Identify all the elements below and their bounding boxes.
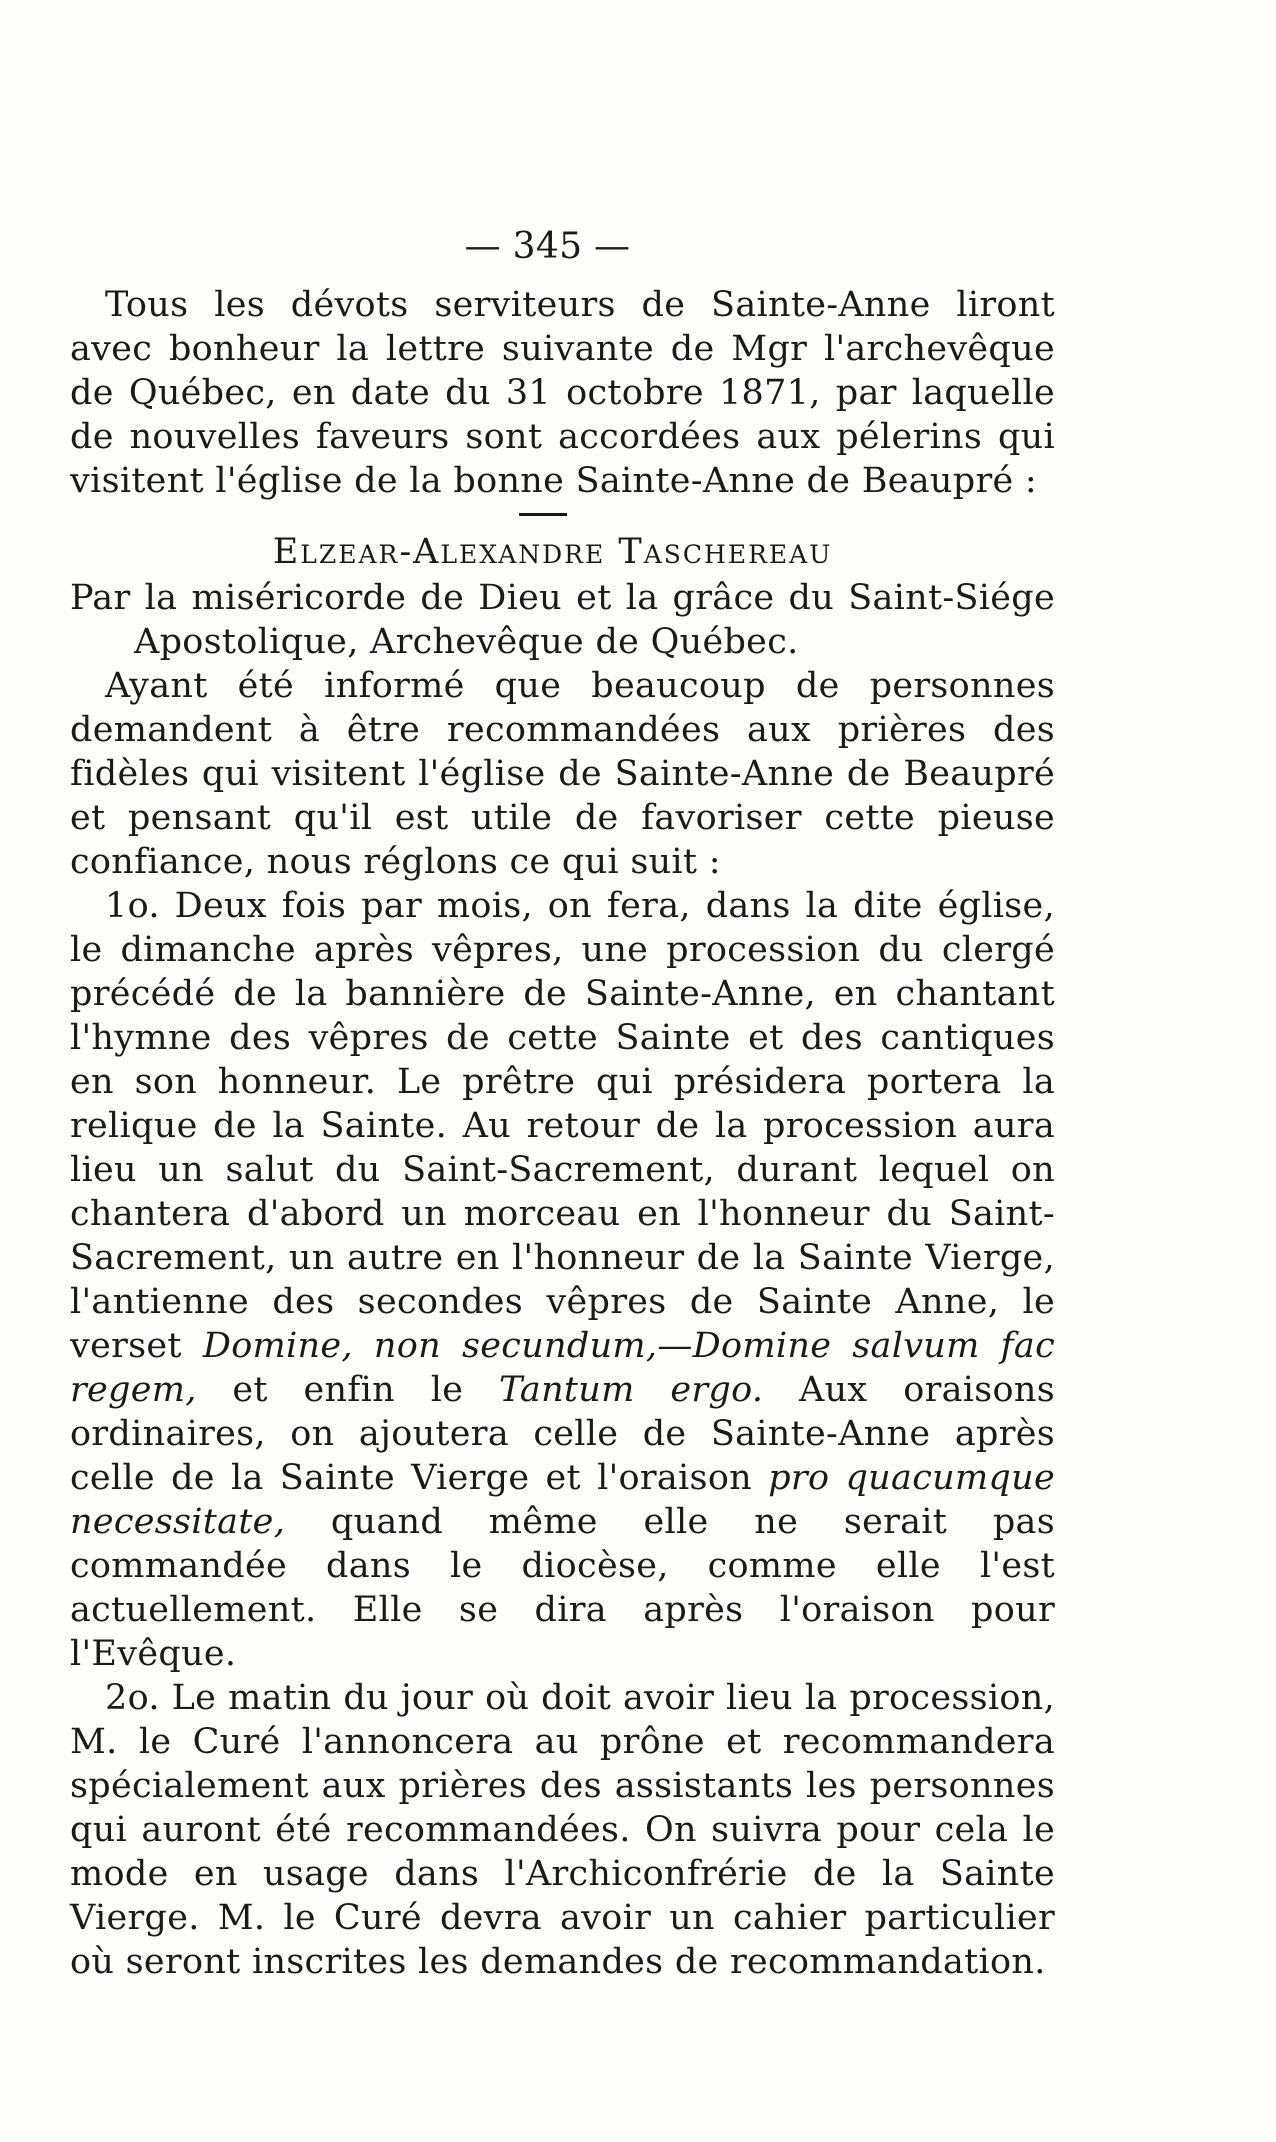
- article-1-italic-verset: Domine, non secundum,—Domine salvum fac regem,: [70, 1326, 1055, 1410]
- article-1-text: 1o. Deux fois par mois, on fera, dans la dite église, le dimanche après vêpres, une procession du clergé précédé de la bannière de Sainte-Anne, en chantant l'hymne des vêpres de cette Sainte et des cantiques en son honneur. Le prêtre qui présidera portera la relique de la Sainte. Au retour de la procession aura lieu un salut du Saint-Sacrement, durant lequel on chantera d'abord un morceau en l'honneur du Saint-Sacrement, un autre en l'honneur de la Sainte Vierge, l'antienne des secondes vêpres de Sainte Anne, le verset: [70, 886, 1055, 1366]
- article-1-italic-oraison: pro quacumque necessitate,: [70, 1458, 1055, 1542]
- section-divider: [519, 513, 567, 516]
- preamble-paragraph: Ayant été informé que beaucoup de personnes demandent à être recommandées aux prières des fidèles qui visitent l'église de Sainte-Anne de Beaupré et pensant qu'il est utile de favoriser cette pieuse confiance, nous réglons ce qui suit :: [70, 666, 1055, 882]
- article-1-paragraph: [70, 884, 1055, 1676]
- article-1-italic-tantum: Tantum ergo.: [498, 1370, 764, 1410]
- article-1-text-4: quand même elle ne serait pas commandée dans le diocèse, comme elle l'est actuellement. Elle se dira après l'oraison pour l'Evêque.: [70, 1502, 1055, 1674]
- article-1-text-2: et enfin le: [196, 1370, 499, 1410]
- intro-paragraph: Tous les dévots serviteurs de Sainte-Anne liront avec bonheur la lettre suivante de Mgr l'archevêque de Québec, en date du 31 octobre 1871, par laquelle de nouvelles faveurs sont accordées aux pélerins qui visitent l'église de la bonne Sainte-Anne de Beaupré :: [70, 285, 1055, 501]
- title-line: Par la miséricorde de Dieu et la grâce du Saint-Siége Apostolique, Archevêque de Québec.: [70, 578, 1055, 662]
- author-heading: Elzear-Alexandre Taschereau: [272, 532, 833, 572]
- page-number: — 345 —: [464, 226, 631, 267]
- article-2-paragraph: 2o. Le matin du jour où doit avoir lieu la procession, M. le Curé l'annoncera au prône et recommandera spécialement aux prières des assistants les personnes qui auront été recommandées. On suivra pour cela le mode en usage dans l'Archiconfrérie de la Sainte Vierge. M. le Curé devra avoir un cahier particulier où seront inscrites les demandes de recommandation.: [70, 1678, 1055, 1982]
- page-text: [70, 225, 1055, 1984]
- article-1-text-3: Aux oraisons ordinaires, on ajoutera celle de Sainte-Anne après celle de la Sainte Vierge et l'oraison: [70, 1370, 1055, 1498]
